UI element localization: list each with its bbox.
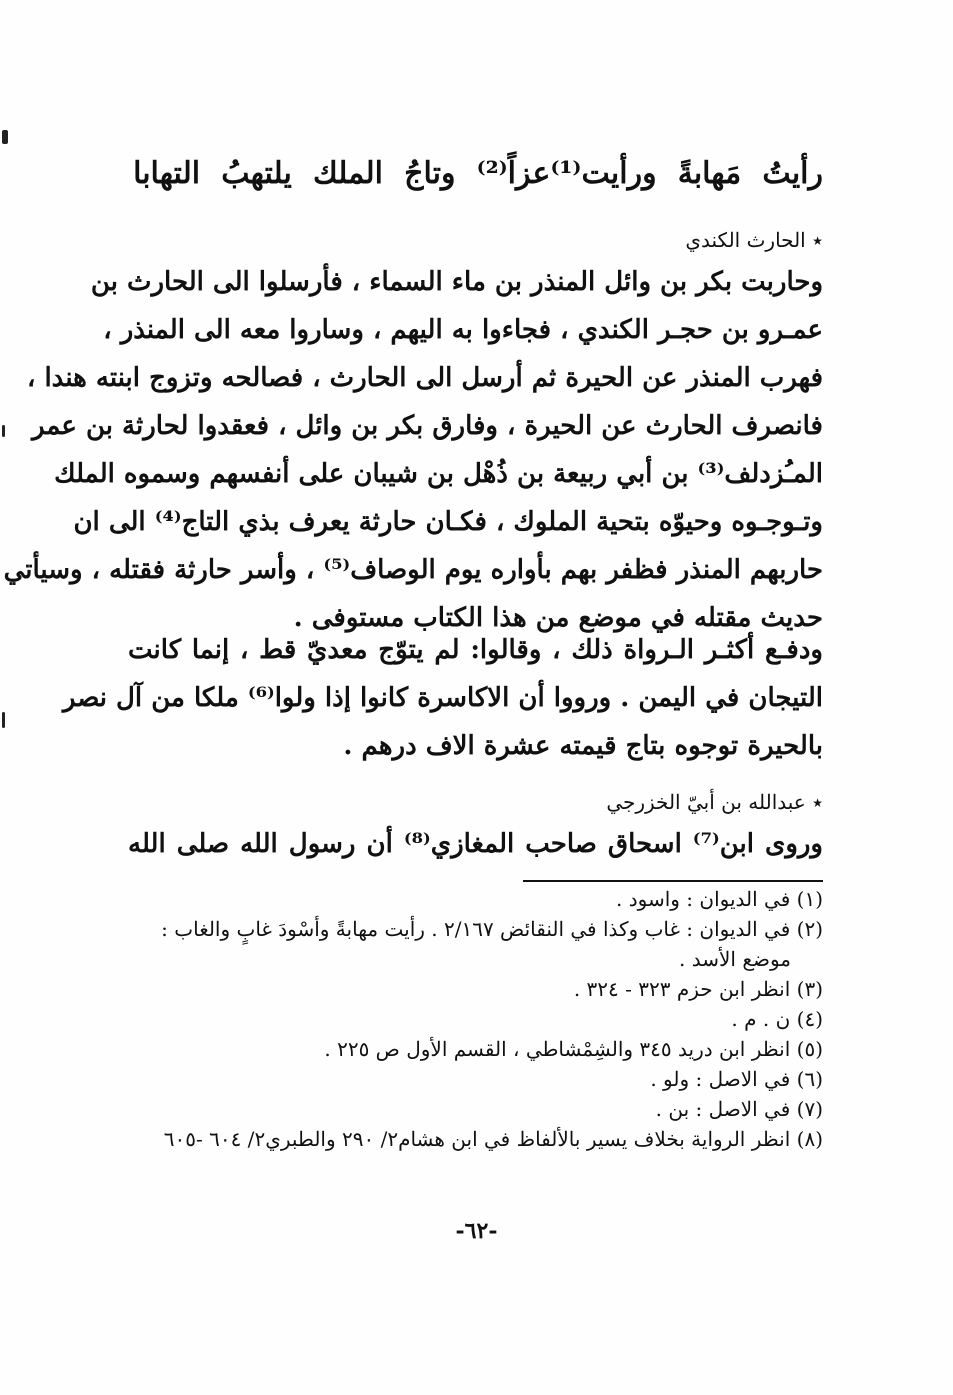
- text-line: حاربهم المنذر فظفر بهم بأواره يوم الوصاف⁽⁵⁾ ، وأسر حارثة فقتله ، وسيأتي: [3, 555, 823, 585]
- footnote-rule: [523, 880, 823, 882]
- text-line: ودفـع أكثـر الـرواة ذلك ، وقالوا: لم يتوّج معديّ قط ، إنما كانت: [128, 635, 823, 665]
- footnote: (١) في الديوان : واسود .: [616, 887, 823, 911]
- footnote: (٢) في الديوان : غاب وكذا في النقائض ٢/١٦٧ . رأيت مهابةً وأسْودَ غابٍ والغاب :: [161, 917, 823, 941]
- text-line: عمـرو بن حجـر الكندي ، فجاءوا به اليهم ، وساروا معه الى المنذر ،: [103, 315, 823, 345]
- text-line: التيجان في اليمن . ورووا أن الاكاسرة كانوا إذا ولوا⁽⁶⁾ ملكا من آل نصر: [62, 683, 823, 713]
- footnote: (٦) في الاصل : ولو .: [650, 1067, 823, 1091]
- verse-word: ورأيت⁽¹⁾عزاً⁽²⁾: [476, 155, 657, 191]
- text-line: حديث مقتله في موضع من هذا الكتاب مستوفى .: [293, 603, 823, 633]
- footnote: (٣) انظر ابن حزم ٣٢٣ - ٣٢٤ .: [573, 977, 823, 1001]
- footnote: (٨) انظر الرواية بخلاف يسير بالألفاظ في ابن هشام٢/ ٢٩٠ والطبري٢/ ٦٠٤ -٦٠٥: [163, 1127, 823, 1151]
- paragraph: [128, 820, 823, 868]
- scan-mark: [2, 130, 8, 144]
- verse-word: رأيتُ: [762, 155, 823, 191]
- text-line: بالحيرة توجوه بتاج قيمته عشرة الاف درهم .: [343, 731, 823, 761]
- paragraph: [3, 258, 823, 642]
- page-number: -٦٢-: [455, 1218, 498, 1244]
- poem-verse: [133, 150, 823, 196]
- paragraph: [62, 626, 823, 770]
- text-line: فانصرف الحارث عن الحيرة ، وفارق بكر بن وائل ، فعقدوا لحارثة بن عمر: [32, 411, 823, 441]
- footnote: (٥) انظر ابن دريد ٣٤٥ والشِمْشاطي ، القسم الأول ص ٢٢٥ .: [324, 1037, 823, 1061]
- section-heading: ٭ الحارث الكندي: [685, 228, 823, 252]
- scan-mark: [2, 425, 5, 437]
- verse-word: الملك: [312, 155, 384, 191]
- text-line: وحاربت بكر بن وائل المنذر بن ماء السماء ، فأرسلوا الى الحارث بن: [90, 267, 823, 297]
- footnote-continuation: موضع الأسد .: [679, 947, 791, 971]
- verse-word: وتاجُ: [404, 155, 456, 191]
- footnote: (٤) ن . م .: [731, 1007, 823, 1031]
- text-line: وروى ابن⁽⁷⁾ اسحاق صاحب المغازي⁽⁸⁾ أن رسول الله صلى الله: [128, 829, 823, 859]
- verse-word: يلتهبُ: [221, 155, 292, 191]
- text-line: فهرب المنذر عن الحيرة ثم أرسل الى الحارث ، فصالحه وتزوج ابنته هندا ،: [27, 363, 823, 393]
- text-line: وتـوجـوه وحيوّه بتحية الملوك ، فكـان حارثة يعرف بذي التاج⁽⁴⁾ الى ان: [73, 507, 823, 537]
- verse-word: مَهابةً: [677, 155, 742, 191]
- footnote: (٧) في الاصل : بن .: [655, 1097, 823, 1121]
- section-heading: ٭ عبدالله بن أبيّ الخزرجي: [606, 790, 823, 814]
- scan-mark: [2, 712, 5, 728]
- text-line: المـُزدلف⁽³⁾ بن أبي ربيعة بن ذُهْل بن شيبان على أنفسهم وسموه الملك: [54, 459, 823, 489]
- verse-word: التهابا: [133, 155, 201, 191]
- footnotes: [123, 884, 823, 1154]
